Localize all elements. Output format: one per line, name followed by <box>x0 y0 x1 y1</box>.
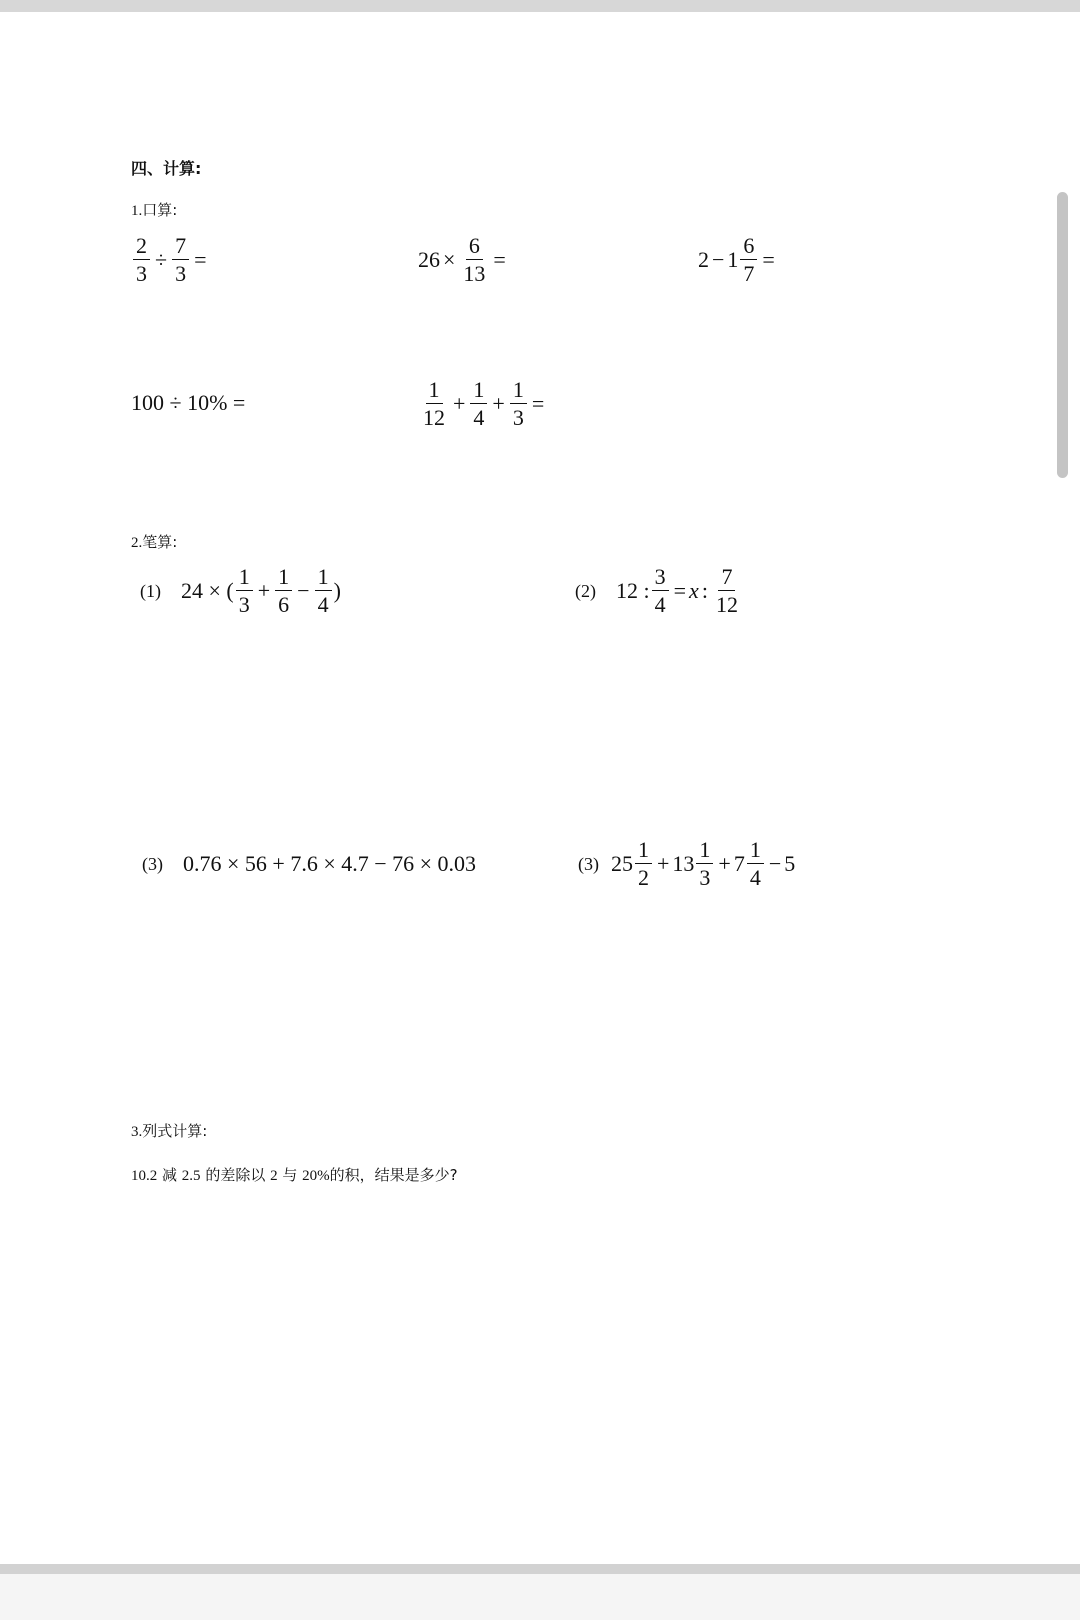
operator: × <box>443 246 456 272</box>
equals-sign: = <box>762 246 775 272</box>
oral-expression-4 <box>131 392 245 414</box>
fraction: $\frac{1}{12}$ <box>423 377 445 431</box>
oral-expression-5 <box>418 378 547 429</box>
oral-expression-1 <box>131 234 210 285</box>
operator: + <box>453 390 466 416</box>
fraction: $\frac{6}{13}$ <box>463 233 486 287</box>
problem-label: (3) <box>578 853 599 874</box>
fraction: $\frac{1}{3}$ <box>510 378 527 429</box>
fraction: $\frac{7}{12}$ <box>715 564 738 618</box>
fraction: $\frac{1}{4}$ <box>747 838 764 889</box>
oral-expression-3 <box>698 234 778 285</box>
equals-sign: = <box>194 246 207 272</box>
colon: : <box>701 577 708 603</box>
part3-title <box>131 1120 207 1141</box>
number: 26 <box>418 246 440 272</box>
fraction: $\frac{1}{3}$ <box>236 565 253 616</box>
written-problem-2 <box>575 565 743 616</box>
part2-title <box>131 531 177 552</box>
expression-lead: 24 × ( <box>181 577 234 603</box>
operator: + <box>718 850 731 876</box>
close-paren: ) <box>333 577 341 603</box>
operator: + <box>492 390 505 416</box>
fraction: $\frac{1}{6}$ <box>275 565 292 616</box>
operator: − <box>712 246 725 272</box>
fraction: $\frac{1}{2}$ <box>635 838 652 889</box>
mixed-whole: 25 <box>611 850 633 876</box>
oral-expression-2 <box>418 234 509 285</box>
fraction: $\frac{1}{3}$ <box>696 838 713 889</box>
part2-title-number: 2. <box>131 535 143 551</box>
part1-title <box>131 199 177 220</box>
operator: ÷ <box>155 246 168 272</box>
part3-title-text: 列式计算: <box>142 1122 208 1140</box>
equals-sign: = <box>531 390 545 416</box>
part1-title-number: 1. <box>131 203 143 219</box>
problem-label: (2) <box>575 580 596 601</box>
fraction: $\frac{2}{3}$ <box>133 234 150 285</box>
equals-sign: = <box>673 577 687 603</box>
fraction: $\frac{1}{4}$ <box>315 565 332 616</box>
operator: + <box>257 577 271 603</box>
part1-title-text: 口算: <box>142 201 178 219</box>
vertical-scrollbar-thumb[interactable] <box>1057 192 1068 478</box>
number: 5 <box>784 850 796 876</box>
bottom-toolbar-area <box>0 1574 1080 1620</box>
fraction: $\frac{3}{4}$ <box>652 565 669 616</box>
fraction: $\frac{6}{7}$ <box>740 234 757 285</box>
problem-label: (1) <box>140 580 161 601</box>
equals-sign: = <box>493 246 506 272</box>
mixed-whole: 1 <box>727 246 739 272</box>
written-problem-3 <box>142 853 476 875</box>
fraction: $\frac{1}{4}$ <box>470 378 487 429</box>
section-title: 四、计算: <box>131 159 202 178</box>
operator: + <box>657 850 670 876</box>
part2-title-text: 笔算: <box>142 533 178 551</box>
expression-lead: 12 : <box>616 577 650 603</box>
problem-label: (3) <box>142 854 163 874</box>
expression-text: 100 ÷ 10% = <box>131 390 246 415</box>
word-problem-question: 10.2 减 2.5 的差除以 2 与 20%的积，结果是多少? <box>131 1166 458 1184</box>
part3-title-number: 3. <box>131 1124 143 1140</box>
mixed-whole: 7 <box>733 850 745 876</box>
written-problem-1 <box>140 565 341 616</box>
expression-text: 0.76 × 56 + 7.6 × 4.7 − 76 × 0.03 <box>183 851 477 876</box>
written-problem-4 <box>578 838 795 889</box>
bottom-edge-bar <box>0 1564 1080 1574</box>
variable-x: x <box>689 577 699 603</box>
operator: − <box>768 850 782 876</box>
fraction: $\frac{7}{3}$ <box>172 234 189 285</box>
mixed-whole: 13 <box>672 850 695 876</box>
number: 2 <box>698 246 709 272</box>
operator: − <box>297 577 310 603</box>
